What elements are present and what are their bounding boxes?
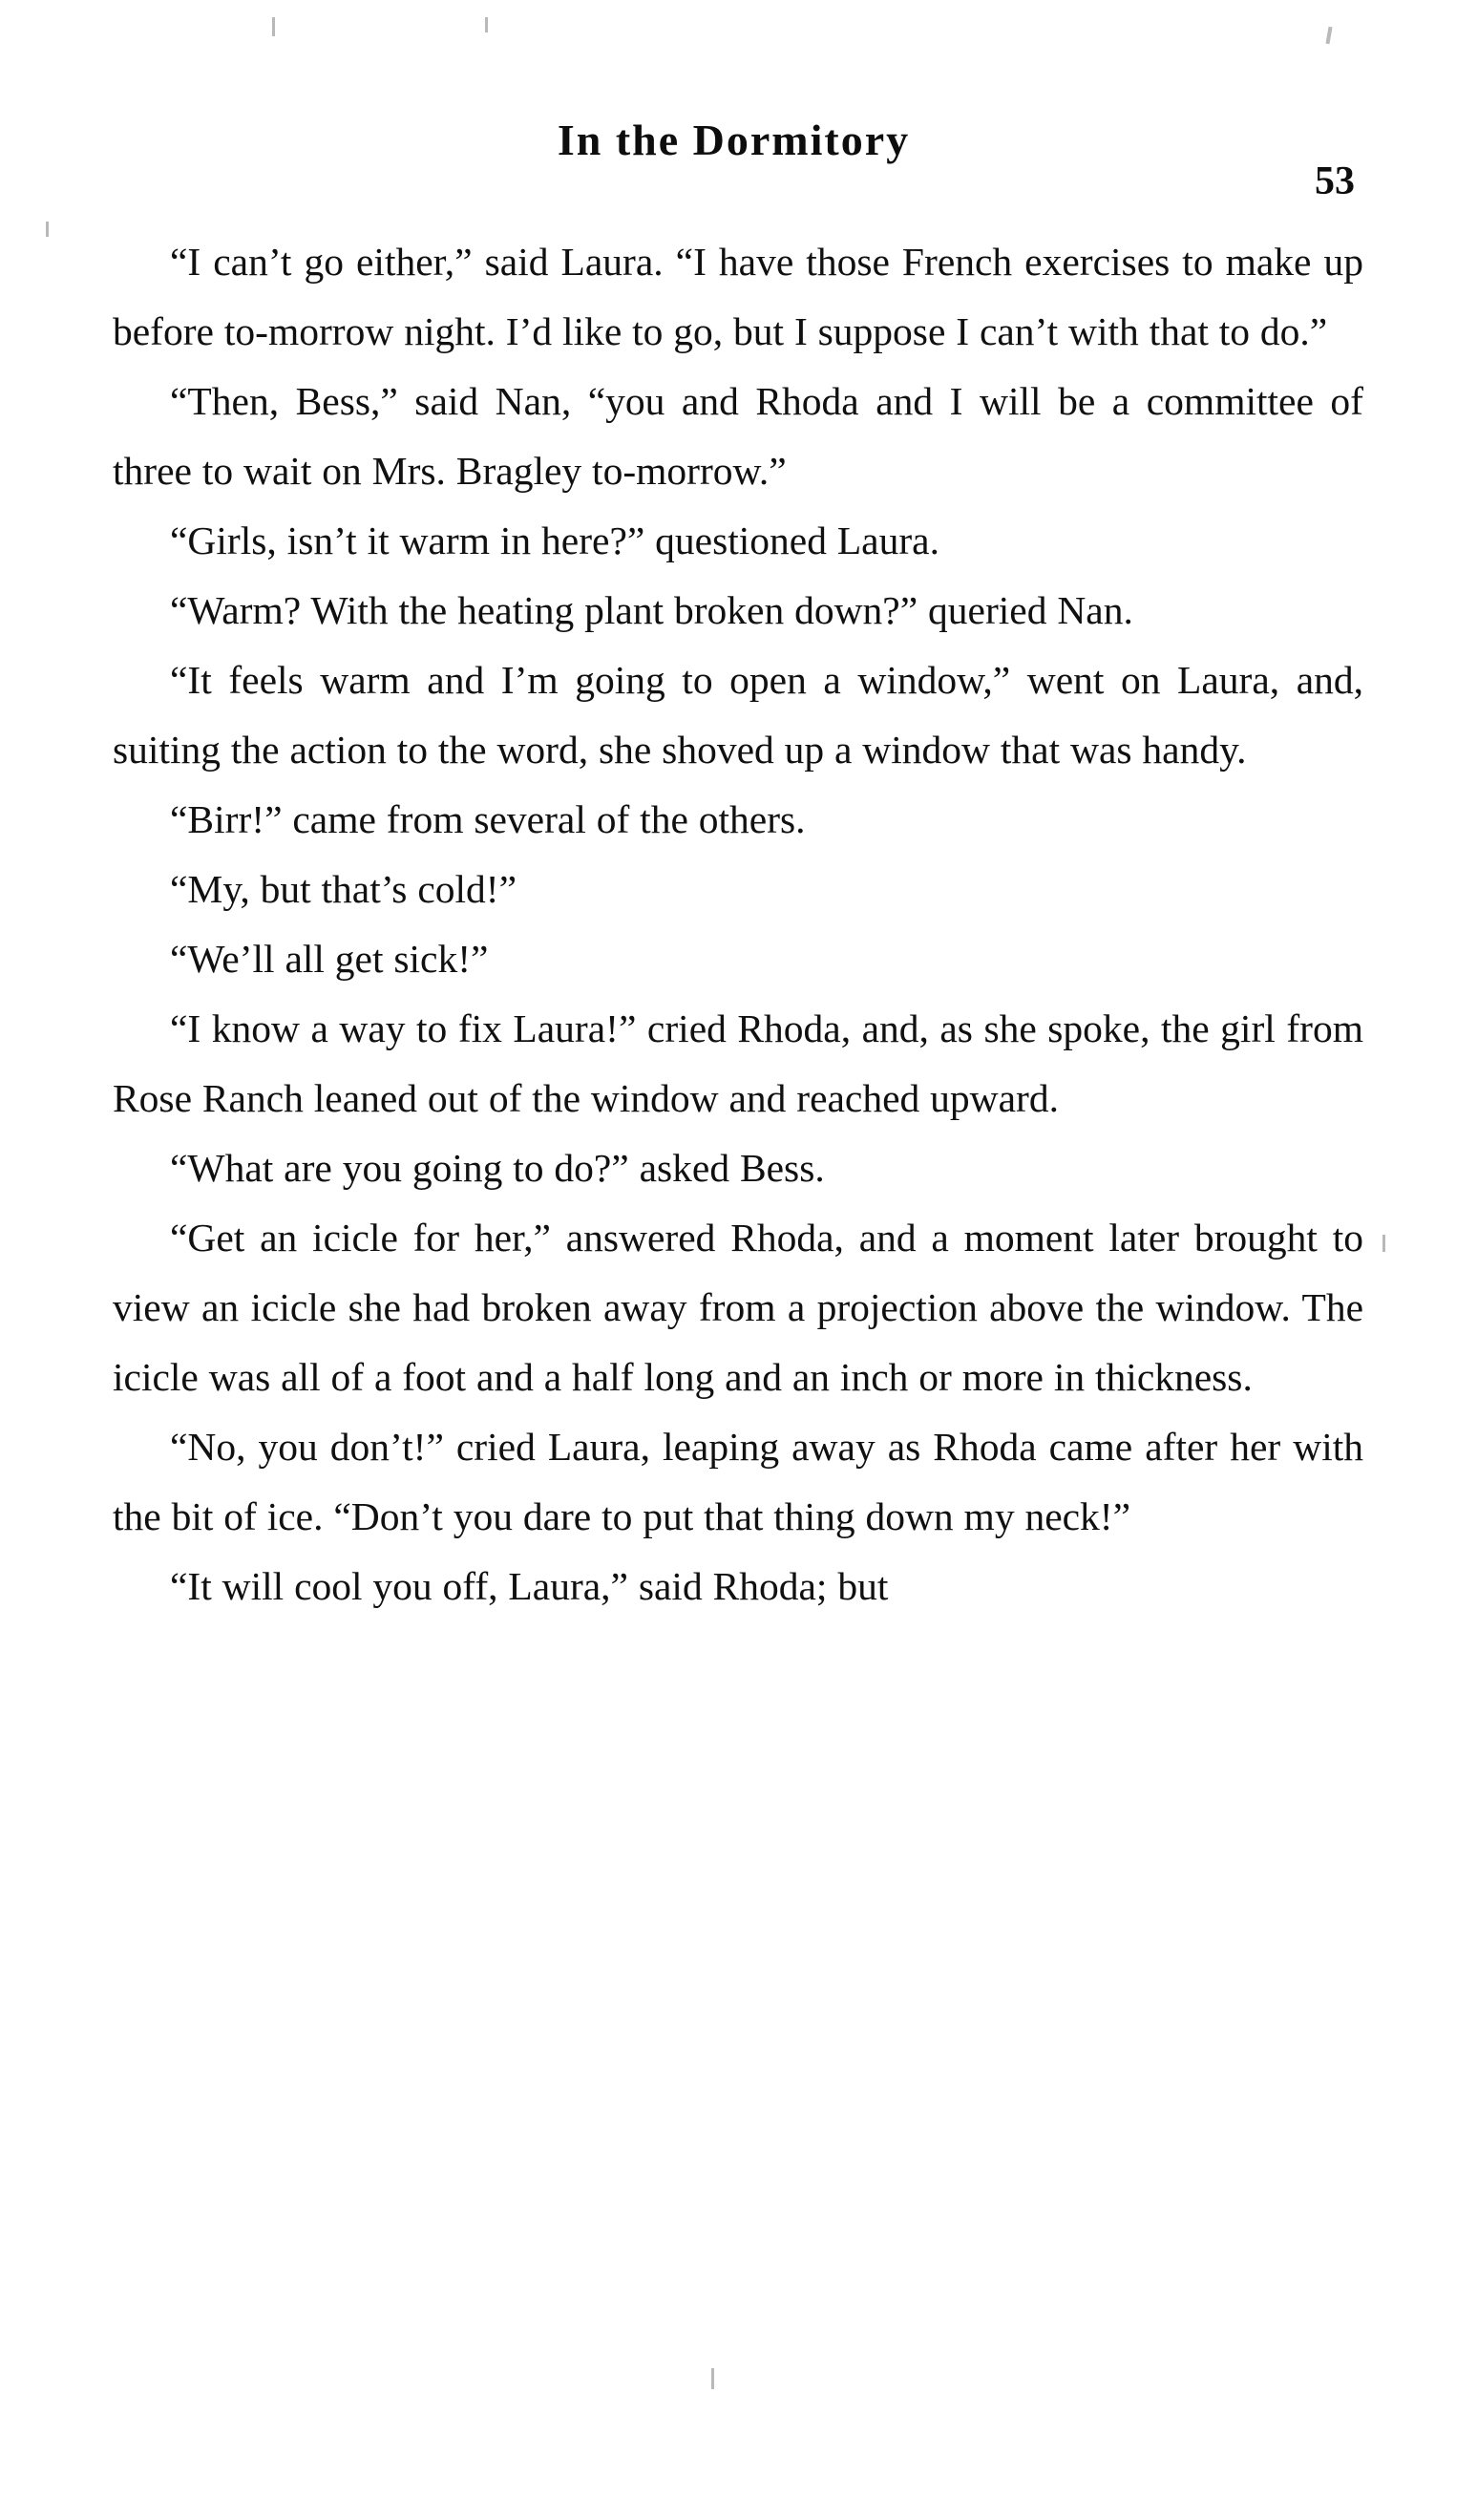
page-header [113, 115, 1364, 206]
paragraph: “It feels warm and I’m going to open a window,” went on Laura, and, suiting the action to the word, she shoved up a window that was handy. [113, 658, 1363, 772]
paragraph: “No, you don’t!” cried Laura, leaping away as Rhoda came after her with the bit of ice. “Don’t you dare to put that thing down my neck!” [113, 1425, 1363, 1538]
paragraph: “What are you going to do?” asked Bess. [170, 1146, 825, 1190]
paragraph: “I can’t go either,” said Laura. “I have those French exercises to make up before to-morrow night. I’d like to go, but I suppose I can’t with that to do.” [113, 240, 1363, 353]
paragraph: “My, but that’s cold!” [170, 867, 517, 911]
paragraph: “Birr!” came from several of the others. [170, 797, 806, 841]
paragraph: “Girls, isn’t it warm in here?” questioned Laura. [170, 519, 939, 562]
paragraph: “Then, Bess,” said Nan, “you and Rhoda and I will be a committee of three to wait on Mrs. Bragley to-morrow.” [113, 379, 1363, 493]
paragraph: “I know a way to fix Laura!” cried Rhoda, and, as she spoke, the girl from Rose Ranch leaned out of the window and reached upward. [113, 1006, 1363, 1120]
paragraph: “We’ll all get sick!” [170, 937, 489, 981]
paragraph: “Get an icicle for her,” answered Rhoda, and a moment later brought to view an icicle she had broken away from a projection above the window. The icicle was all of a foot and a half long and an inch or more in thickness. [113, 1216, 1363, 1399]
page-number: 53 [1315, 159, 1355, 203]
running-title: In the Dormitory [557, 116, 911, 164]
body-text [113, 227, 1363, 1621]
paragraph: “Warm? With the heating plant broken down?” queried Nan. [170, 588, 1133, 632]
paragraph: “It will cool you off, Laura,” said Rhoda; but [170, 1564, 889, 1608]
